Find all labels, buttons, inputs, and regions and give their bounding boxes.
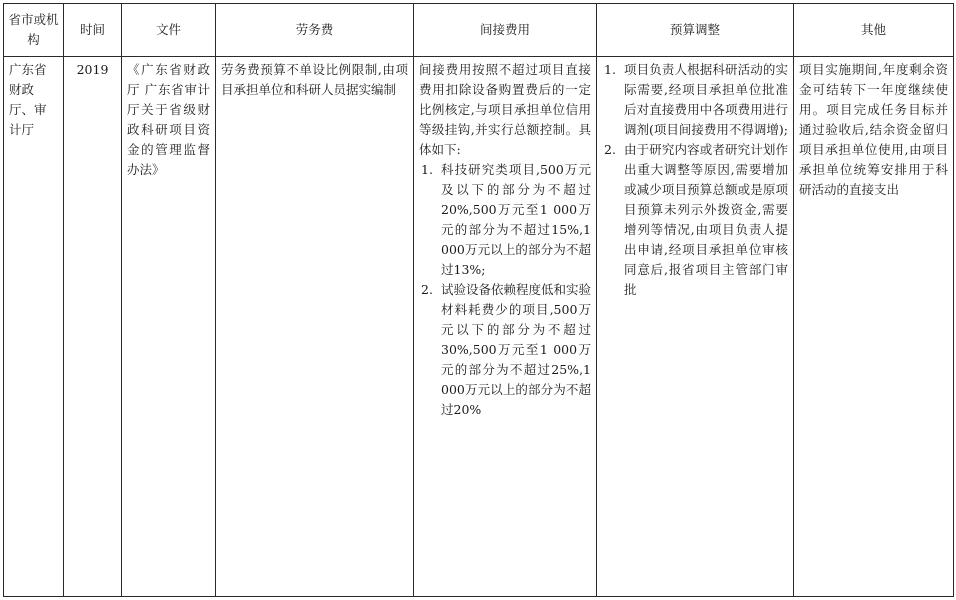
header-indirect-cost: 间接费用 — [414, 4, 597, 57]
list-item — [419, 280, 591, 420]
list-item-number: 1. — [421, 162, 433, 177]
header-other: 其他 — [794, 4, 954, 57]
policy-table — [3, 3, 954, 597]
cell-labor-fee — [216, 57, 414, 597]
header-time: 时间 — [64, 4, 122, 57]
list-item-text: 科技研究类项目,500万元及以下的部分为不超过20%,500万元至1 000万元的部分为不超过15%,1 000万元以上的部分为不超过13%; — [441, 162, 591, 277]
cell-time: 2019 — [64, 57, 122, 597]
list-item-text: 项目负责人根据科研活动的实际需要,经项目承担单位批准后对直接费用中各项费用进行调剂(项目间接费用不得调增); — [624, 62, 788, 137]
header-row — [4, 4, 954, 57]
cell-indirect-cost — [414, 57, 597, 597]
list-item-text: 由于研究内容或者研究计划作出重大调整等原因,需要增加或减少项目预算总额或是原项目预算未列示外拨资金,需要增列等情况,由项目负责人提出申请,经项目承担单位审核同意后,报省项目主管部门审批 — [624, 142, 788, 297]
other-text: 项目实施期间,年度剩余资金可结转下一年度继续使用。项目完成任务目标并通过验收后,结余资金留归项目承担单位使用,由项目承担单位统筹安排用于科研活动的直接支出 — [799, 62, 948, 197]
indirect-cost-intro: 间接费用按照不超过项目直接费用扣除设备购置费后的一定比例核定,与项目承担单位信用等级挂钩,并实行总额控制。具体如下: — [419, 62, 591, 157]
cell-region: 广东省财政厅、审计厅 — [4, 57, 64, 597]
table-row — [4, 57, 954, 597]
list-item — [419, 160, 591, 280]
list-item — [602, 140, 788, 300]
header-labor-fee: 劳务费 — [216, 4, 414, 57]
indirect-cost-list — [419, 160, 591, 420]
list-item-number: 1. — [604, 62, 616, 77]
cell-document: 《广东省财政厅 广东省审计厅关于省级财政科研项目资金的管理监督办法》 — [122, 57, 216, 597]
header-budget-adjust: 预算调整 — [597, 4, 794, 57]
budget-adjust-list — [602, 60, 788, 300]
list-item — [602, 60, 788, 140]
header-region: 省市或机构 — [4, 4, 64, 57]
list-item-number: 2. — [421, 282, 433, 297]
cell-budget-adjust — [597, 57, 794, 597]
list-item-text: 试验设备依赖程度低和实验材料耗费少的项目,500万元以下的部分为不超过30%,500万元至1 000万元的部分为不超过25%,1 000万元以上的部分为不超过20% — [441, 282, 592, 417]
list-item-number: 2. — [604, 142, 616, 157]
cell-other — [794, 57, 954, 597]
header-document: 文件 — [122, 4, 216, 57]
labor-fee-text: 劳务费预算不单设比例限制,由项目承担单位和科研人员据实编制 — [221, 62, 408, 97]
